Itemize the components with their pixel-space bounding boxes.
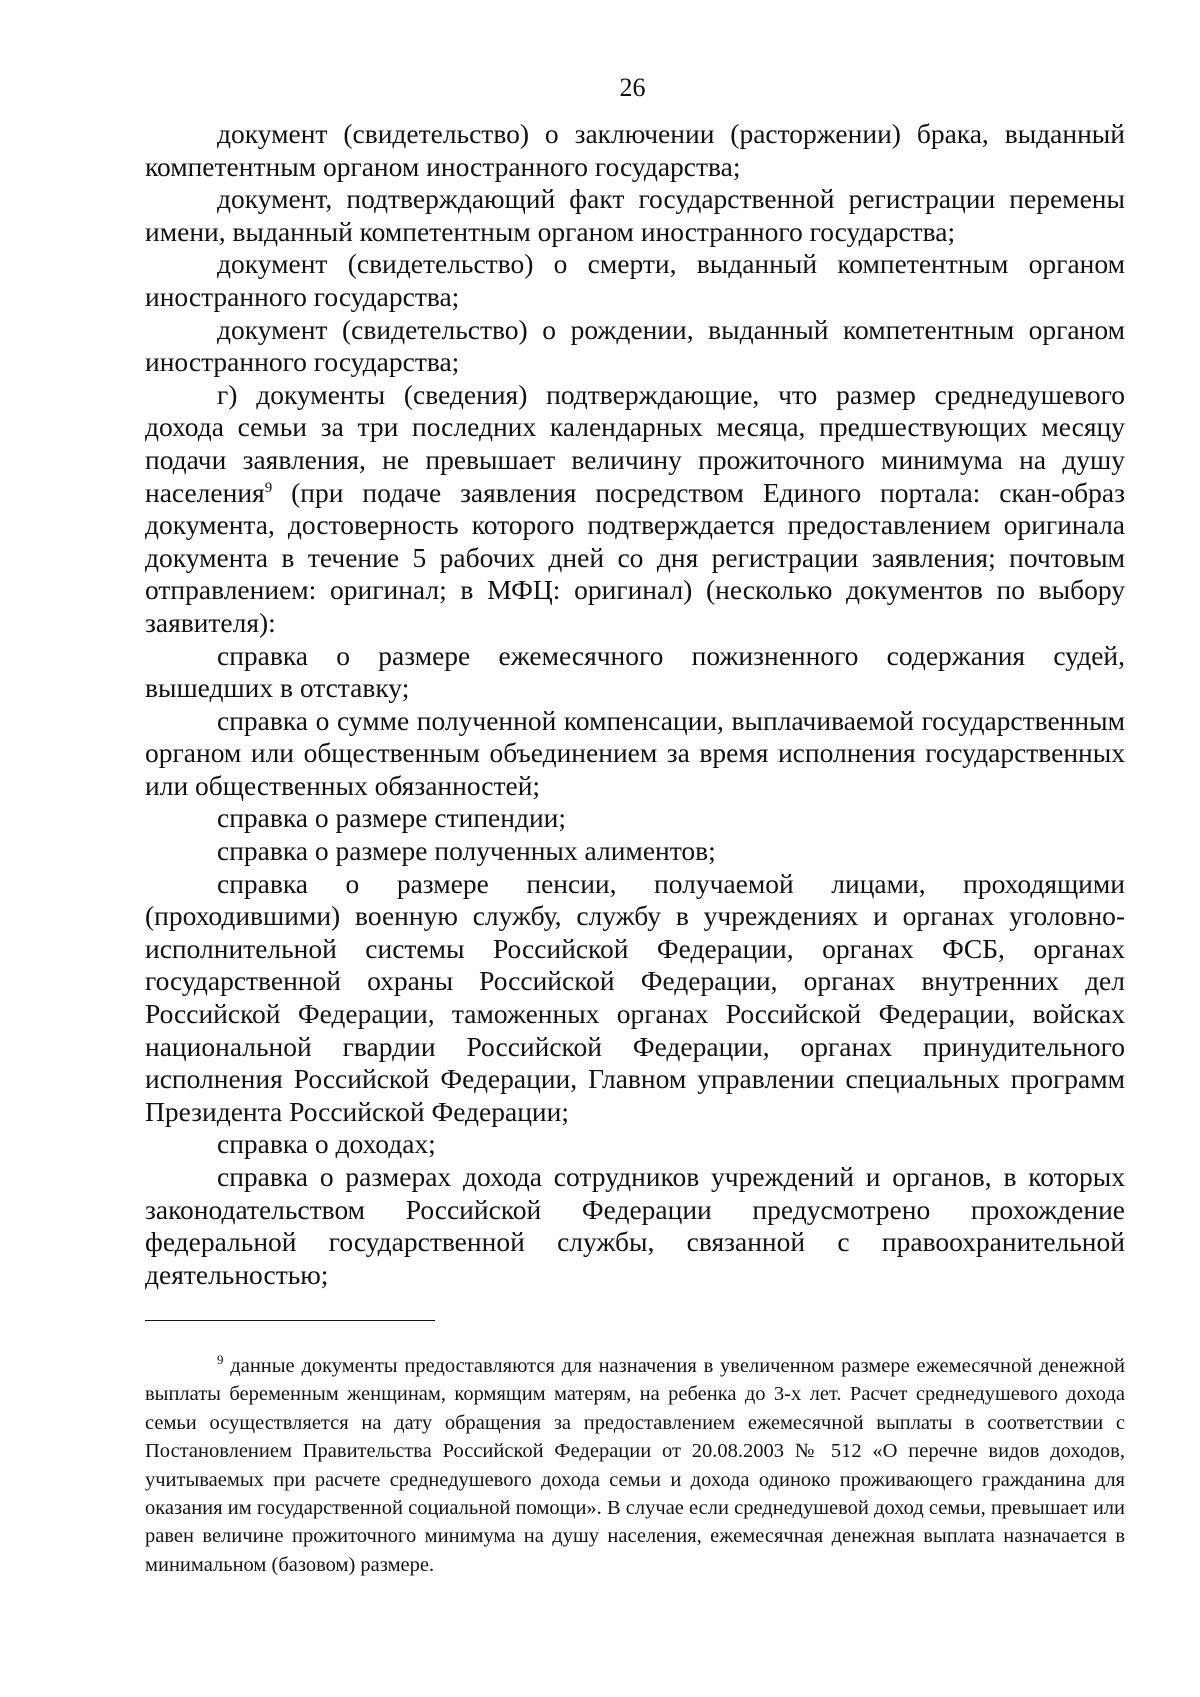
paragraph-compensation: справка о сумме полученной компенсации, выплачиваемой государственным органом или общественным объединением за время исполнения государственных или общественных обязанностей; — [145, 704, 1125, 801]
paragraph-scholarship: справка о размере стипендии; — [217, 802, 567, 834]
footnote-text: данные документы предоставляются для назначения в увеличенном размере ежемесячной денежной выплаты беременным женщинам, кормящим матерям, на ребенка до 3-х лет. Расчет среднедушевого дохода семьи осуществляется на дату обращения за предоставлением ежемесячной выплаты в соответствии с Постановлением Правительства Российской Федерации от 20.08.2003 № 512 «О перечне видов доходов, учитываемых при расчете среднедушевого дохода семьи и дохода одиноко проживающего гражданина для оказания им государственной социальной помощи». В случае если среднедушевой доход семьи, превышает или равен величине прожиточного минимума на душу населения, ежемесячная денежная выплата назначается в минимальном (базовом) размере. — [145, 1355, 1125, 1576]
paragraph-income-documents — [145, 379, 1125, 640]
paragraph-income-documents-continuation: (при подаче заявления посредством Единого портала: скан-образ документа, достоверность которого подтверждается предоставлением оригинала документа в течение 5 рабочих дней со дня регистрации заявления; почтовым отправлением: оригинал; в МФЦ: оригинал) (несколько документов по выбору заявителя): — [145, 476, 1125, 638]
paragraph-marriage-certificate: документ (свидетельство) о заключении (расторжении) брака, выданный компетентным органом иностранного государства; — [145, 118, 1125, 182]
paragraph-income-statement: справка о доходах; — [217, 1128, 436, 1160]
footnote — [145, 1352, 1125, 1579]
footnote-reference-mark: 9 — [264, 479, 273, 496]
paragraph-income-documents-text: г) документы (сведения) подтверждающие, что размер среднедушевого дохода семьи за три последних календарных месяца, предшествующих месяцу подачи заявления, не превышает величину прожиточного минимума на душу населения — [145, 378, 1125, 508]
paragraph-law-enforcement-income: справка о размерах дохода сотрудников учреждений и органов, в которых законодательством Российской Федерации предусмотрено прохождение федеральной государственной службы, связанной с правоохранительной деятельностью; — [145, 1161, 1125, 1290]
footnote-mark: 9 — [217, 1352, 224, 1368]
paragraph-birth-certificate: документ (свидетельство) о рождении, выданный компетентным органом иностранного государства; — [145, 313, 1125, 378]
paragraph-alimony: справка о размере полученных алиментов; — [217, 835, 716, 867]
body-text — [145, 118, 1125, 1291]
paragraph-pension: справка о размере пенсии, получаемой лицами, проходящими (проходившими) военную службу, службу в учреждениях и органах уголовно-исполнительной системы Российской Федерации, органах ФСБ, органах государственной охраны Российской Федерации, органах внутренних дел Российской Федерации, таможенных органах Российской Федерации, войсках национальной гвардии Российской Федерации, органах принудительного исполнения Российской Федерации, Главном управлении специальных программ Президента Российской Федерации; — [145, 867, 1125, 1127]
footnote-separator — [145, 1320, 435, 1321]
paragraph-death-certificate: документ (свидетельство) о смерти, выданный компетентным органом иностранного государства; — [145, 248, 1125, 312]
paragraph-judge-allowance: справка о размере ежемесячного пожизненного содержания судей, вышедших в отставку; — [145, 639, 1125, 704]
page-number: 26 — [619, 73, 646, 102]
paragraph-name-change-document: документ, подтверждающий факт государственной регистрации перемены имени, выданный компетентным органом иностранного государства; — [145, 183, 1125, 247]
